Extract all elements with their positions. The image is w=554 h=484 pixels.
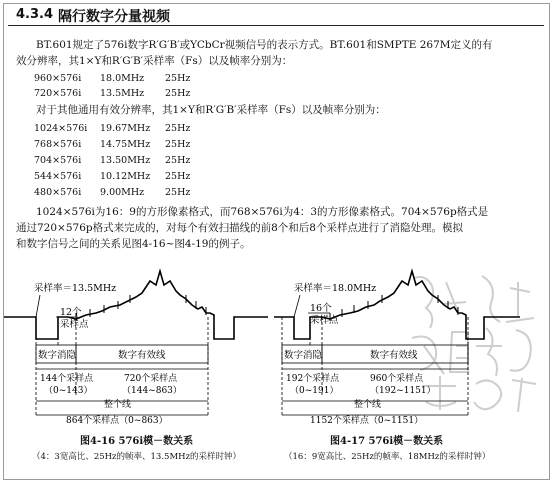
rate-label: 9.00MHz xyxy=(100,187,145,198)
fig1-subcaption: （4：3宽高比、25Hz的帧率、13.5MHz的采样时钟） xyxy=(32,452,242,462)
fps-label: 25Hz xyxy=(165,171,191,182)
res-label: 1024×576i xyxy=(34,123,88,134)
figure-4-16 xyxy=(0,255,276,445)
fig1-rate-label: 采样率＝13.5MHz xyxy=(34,283,117,294)
rate-label: 19.67MHz xyxy=(100,123,151,134)
fig2-rate-label: 采样率＝18.0MHz xyxy=(294,283,377,294)
fig2-subcaption: （16：9宽高比、25Hz的帧率、18MHz的采样时钟） xyxy=(284,452,491,462)
fig1-720-label: 720个采样点 xyxy=(124,374,178,384)
fig2-192-range: （0~191） xyxy=(290,386,339,396)
res-label: 720×576i xyxy=(34,88,82,99)
fps-label: 25Hz xyxy=(165,123,191,134)
fig2-192-label: 192个采样点 xyxy=(286,374,340,384)
fig1-active-label: 数字有效线 xyxy=(118,350,166,361)
res-label: 960×576i xyxy=(34,73,82,84)
fig1-12-label: 12个 xyxy=(60,307,82,318)
res-label: 704×576i xyxy=(34,155,82,166)
para2: 对于其他通用有效分辨率，其1×Y和R′G′B′采样率（Fs）以及帧率分别为： xyxy=(36,104,386,116)
fig1-samples-label: 采样点 xyxy=(60,319,89,330)
fps-label: 25Hz xyxy=(165,155,191,166)
fig1-blank-label: 数字消隐 xyxy=(38,350,77,361)
fig1-total-label: 864个采样点（0~863） xyxy=(66,416,168,426)
res-label: 768×576i xyxy=(34,139,82,150)
fig1-whole-label: 整个线 xyxy=(104,400,132,410)
fig2-whole-label: 整个线 xyxy=(354,400,382,410)
fps-label: 25Hz xyxy=(165,187,191,198)
para1-line1: BT.601规定了576i数字R′G′B′或YCbCr视频信号的表示方式。BT.601和SMPTE 267M定义的有 xyxy=(36,39,493,51)
fps-label: 25Hz xyxy=(165,73,191,84)
fig2-samples-label: 采样点 xyxy=(310,315,339,326)
fig1-144-range: （0~143） xyxy=(44,386,93,396)
fig2-960-label: 960个采样点 xyxy=(370,374,424,384)
fps-label: 25Hz xyxy=(165,88,191,99)
fig2-active-label: 数字有效线 xyxy=(370,350,418,361)
header-rule xyxy=(8,25,544,26)
para3-line3: 和数字信号之间的关系见图4-16~图4-19的例子。 xyxy=(16,238,251,250)
fig1-720-range: （144~863） xyxy=(122,386,182,396)
fps-label: 25Hz xyxy=(165,139,191,150)
para1-line2: 效分辨率，其1×Y和R′G′B′采样率（Fs）以及帧率分别为： xyxy=(16,55,293,67)
rate-label: 18.0MHz xyxy=(100,73,145,84)
section-number: 4.3.4 xyxy=(16,7,54,22)
res-label: 544×576i xyxy=(34,171,82,182)
rate-label: 10.12MHz xyxy=(100,171,151,182)
sample-ticks xyxy=(76,295,206,321)
section-title: 隔行数字分量视频 xyxy=(58,9,170,25)
rate-label: 14.75MHz xyxy=(100,139,151,150)
fig1-rate-pointer xyxy=(36,295,40,317)
fig2-total-label: 1152个采样点（0~1151） xyxy=(310,416,424,426)
fig1-144-label: 144个采样点 xyxy=(40,374,94,384)
fig2-960-range: （192~1151） xyxy=(370,386,436,396)
para3-line2: 通过720×576p格式来完成的，对每个有效扫描线的前8个和后8个采样点进行了消隐处理。模拟 xyxy=(16,222,463,234)
para3-line1: 1024×576i为16：9的方形像素格式，而768×576i为4：3的方形像素格式。704×576p格式是 xyxy=(36,206,489,218)
fig1-caption: 图4-16 576i模－数关系 xyxy=(80,436,194,447)
rate-label: 13.50MHz xyxy=(100,155,151,166)
fig2-rate-pointer xyxy=(294,295,300,317)
rate-label: 13.5MHz xyxy=(100,88,145,99)
fig2-blank-label: 数字消隐 xyxy=(284,350,323,361)
figure-4-17 xyxy=(270,255,554,445)
fig2-caption: 图4-17 576i模－数关系 xyxy=(330,436,444,447)
res-label: 480×576i xyxy=(34,187,82,198)
fig2-16-label: 16个 xyxy=(310,303,332,314)
waveform-left xyxy=(4,271,268,339)
